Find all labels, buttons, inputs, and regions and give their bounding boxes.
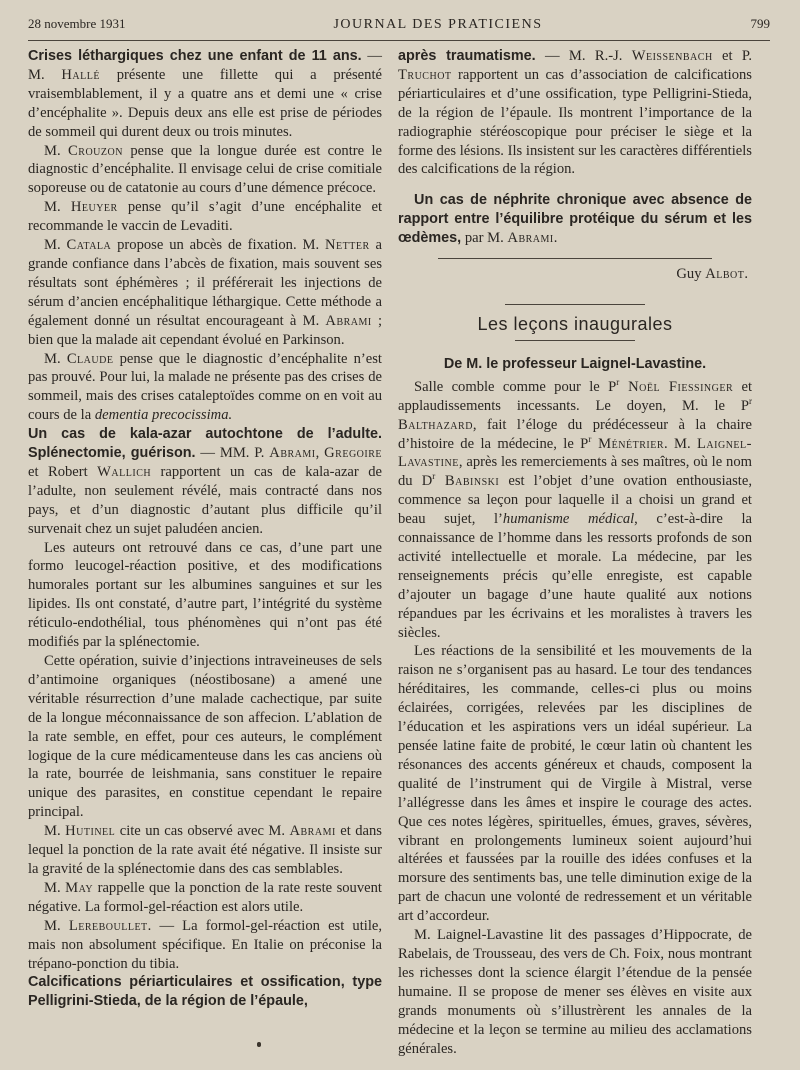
ink-dot	[257, 1042, 261, 1047]
right-column	[398, 47, 752, 1058]
section-heading-continued: après traumatisme.	[398, 48, 536, 64]
paragraph	[28, 47, 382, 142]
text: .	[744, 266, 748, 283]
text: M.	[44, 350, 67, 367]
author-name: Abrami	[507, 230, 554, 247]
author-name: Abrami	[269, 445, 316, 462]
text: et dans lequel la ponction de la rate avait été négative. Il insiste sur la gravité de la splénectomie dans des cas semblables.	[28, 823, 382, 877]
section-heading: Un cas de néphrite chronique avec absence de rapport entre l’équilibre protéique du sérum et les œdèmes,	[398, 192, 752, 247]
author-name: Balthazard	[398, 416, 473, 433]
text: Salle comble comme pour le P	[414, 378, 617, 395]
text: est l’objet d’une ovation enthousiaste, commence sa leçon pour laquelle il a choisi un grand et beau sujet, l’	[398, 473, 752, 528]
author-name: Hallé	[61, 66, 100, 83]
author-name: Albot	[705, 266, 745, 283]
text: — M. R.-J.	[535, 48, 632, 64]
divider-rule	[505, 304, 645, 305]
left-column	[28, 47, 382, 1058]
text: rapportent un cas de kala-azar de l’adulte, non seulement révélé, mais contracté dans nos pays, et d’un diagnostic d’autant plus difficile qu’il survenait chez un sujet paludéen ancien.	[28, 463, 382, 537]
header-date: 28 novembre 1931	[28, 16, 126, 31]
author-name: May	[65, 879, 94, 896]
paragraph	[398, 191, 752, 248]
superscript: r	[749, 395, 752, 406]
author-name: Weissenbach	[631, 48, 713, 64]
superscript: r	[432, 471, 436, 482]
text: M.	[44, 142, 69, 159]
text: , fait l’éloge du prédécesseur à la chaire d’histoire de la médecine, le P	[398, 416, 752, 452]
paragraph	[28, 822, 382, 879]
text: , après les remerciements à ses maîtres, où le nom du D	[398, 454, 752, 490]
text: M.	[44, 823, 66, 840]
text: — M.	[28, 48, 382, 83]
author-name: Wallich	[97, 463, 152, 480]
header-rule	[28, 40, 770, 41]
section-title: Les leçons inaugurales	[477, 313, 673, 334]
author-name: Abrami	[289, 823, 336, 840]
author-name: Heuyer	[70, 199, 118, 216]
text: M.	[44, 879, 66, 896]
author-name: Laignel-Lavastine	[398, 435, 753, 471]
author-name: Noël Fiessinger	[619, 378, 734, 395]
superscript: r	[588, 433, 592, 444]
author-name: Ménétrier	[591, 435, 664, 452]
paragraph	[28, 142, 382, 199]
italic-term: humanisme médical	[502, 511, 635, 528]
text: . M.	[664, 435, 698, 452]
columns	[28, 47, 786, 1058]
superscript: r	[616, 376, 620, 387]
paragraph	[28, 198, 382, 236]
page-number: 799	[750, 16, 770, 31]
paragraph	[28, 425, 382, 538]
author-name: Abrami	[325, 312, 372, 329]
text: et P.	[712, 48, 752, 64]
author-name: Gregoire	[324, 445, 382, 462]
text: M.	[44, 917, 69, 934]
author-name: Truchot	[398, 66, 452, 83]
text: Guy	[676, 266, 706, 283]
paragraph	[28, 973, 382, 1011]
paragraph: Les auteurs ont retrouvé dans ce cas, d’une part une formo leucogel-réaction positive, et des modifications humorales portant sur les albumines sanguines et sur les lipides. Ils ont constaté, d’autre part, l’intégrité du système réticulo-endothélial, tous phénomènes qui n’ont pas été modifiés par la splénectomie.	[28, 539, 382, 651]
text: propose un abcès de fixation. M.	[111, 237, 325, 254]
author-name: Crouzon	[68, 142, 123, 159]
sub-title: De M. le professeur Laignel-Lavastine.	[443, 355, 707, 372]
text: cite un cas observé avec M.	[115, 823, 290, 840]
text: ,	[315, 445, 325, 462]
text: présente une fillette qui a présenté vraisemblablement, il y a quatre ans et demi une « crise d’encéphalite ». Depuis deux ans elle est prise de périodes de sommeil qui durent deux ou trois minutes.	[28, 66, 382, 140]
text: — MM. P.	[195, 445, 270, 462]
section-heading: Calcifications périarticulaires et ossification, type Pelligrini-Stieda, de la région de l’épaule,	[28, 974, 382, 1010]
text: .	[553, 230, 558, 247]
text: , c’est-à-dire la connaissance de l’homme dans les ressorts profonds de son activité intellectuelle et morale. La médecine, par les renseignements précis qu’elle enregiste, est capable d’ajouter un bagage d’une haute qualité aux notions répandues par les écrivains et les moralistes à travers les siècles.	[398, 511, 752, 641]
paragraph	[28, 879, 382, 917]
paragraph	[398, 378, 752, 643]
paragraph	[28, 236, 382, 349]
text: pense qu’il s’agit d’une encéphalite et recommande le vaccin de Levaditi.	[28, 199, 382, 235]
section-heading: Un cas de kala-azar autochtone de l’adulte. Splénectomie, guérison.	[28, 426, 382, 462]
text: pense que la longue durée est contre le diagnostic d’encéphalite. Il envisage celui de crise comitiale soporeuse ou de catatonie au cours d’une démence précoce.	[28, 142, 383, 197]
text: par M.	[461, 230, 508, 247]
text: et Robert	[28, 463, 98, 480]
italic-term: dementia precocissima.	[94, 407, 233, 424]
author-name: Netter	[324, 237, 370, 254]
text: . — La formol-gel-réaction est utile, mais non absolument spécifique. En Italie on préconise la trépano-ponction du tibia.	[28, 917, 383, 972]
author-name: Lereboullet	[68, 917, 148, 934]
text: rappelle que la ponction de la rate reste souvent négative. La formol-gel-réaction est alors utile.	[28, 879, 382, 915]
paragraph	[28, 350, 382, 426]
author-name: Hutinel	[65, 823, 116, 840]
text: pense que le diagnostic d’encéphalite n’est pas prouvé. Pour lui, la malade ne présente pas des crises de sommeil, mais des crises cataleptoïdes comme on en voit au cours de la	[28, 350, 382, 424]
paragraph: M. Laignel-Lavastine lit des passages d’Hippocrate, de Rabelais, de Trousseau, des vers de Ch. Foix, nous montrant les richesses dont la science élargit l’étendue de la pensée humaine. Il se propose de mener ses élèves en visite aux grands monuments où s’illustrèrent les annales de la médecine et la leçon se termine au milieu des acclamations générales.	[398, 927, 752, 1057]
text: ; bien que la malade ait cependant évolué en Parkinson.	[28, 312, 382, 348]
paragraph	[398, 47, 752, 179]
paragraph: Les réactions de la sensibilité et les mouvements de la raison ne s’organisent pas au hasard. Le tour des tendances héréditaires, les commande, celles-ci plus ou moins éclairées, corrigées, relevées par les disciplines de l’éducation et les aspirations vers un idéal supérieur. La pensée latine faite de probité, le cœur latin où chantent les résonances des accents généreux et chauds, composent la qualité de l’instrument qui de Virgile à Mistral, verse l’allégresse dans les âmes et inspire le courage des actes. Que ces notes légères, spirituelles, émues, graves, sévères, vibrant en prolongements lumineux soient aujourd’hui altérées et faussées par la rouille des idées confuses et la morsure des sentiments bas, une telle diminution exige de la part de chacun une volonté de redressement et un véritable art d’accordeur.	[398, 643, 752, 925]
divider-rule	[438, 258, 712, 259]
text: et applaudissements incessants. Le doyen, M. le P	[398, 378, 752, 414]
paragraph: Cette opération, suivie d’injections intraveineuses de sels d’antimoine organiques (néostibosane) a amené une véritable résurrection d’une malade cachectique, par suite de la longue méconnaissance de son affecion. L’ablation de la rate semble, en effet, pour ces auteurs, le complément logique de la cure médicamenteuse dans les cas anciens où la rate, bourrée de leishmania, sans constituer le repaire unique des parasites, en constitue cependant le repaire principal.	[28, 653, 382, 821]
section-heading: Crises léthargiques chez une enfant de 11 ans.	[28, 48, 362, 64]
author-name: Claude	[66, 350, 114, 367]
divider-rule	[515, 340, 635, 341]
author-name: Catala	[66, 237, 112, 254]
text: M.	[44, 237, 67, 254]
paragraph	[28, 917, 382, 974]
journal-title: JOURNAL DES PRATICIENS	[333, 17, 543, 32]
signature	[398, 265, 752, 284]
text: rapportent un cas d’association de calcifications périarticulaires et d’une ossification, type Pelligrini-Stieda, de la région de l’épaule. Ils montrent l’importance de la radiographie stéréoscopique pour préciser le siège et la forme des lésions. Ils insistent sur les caractères différentiels des calcifications de la région.	[398, 66, 752, 178]
text: a grande confiance dans l’abcès de fixation, mais souvent ses résultats sont éphémères ; il préférerait les injections de sérum d’ancien encéphalitique léthargique. Cette méthode a également donné un résultat encourageant à M.	[28, 237, 382, 329]
author-name: Babinski	[435, 473, 500, 490]
text: M.	[44, 199, 71, 216]
page-header	[28, 16, 786, 38]
